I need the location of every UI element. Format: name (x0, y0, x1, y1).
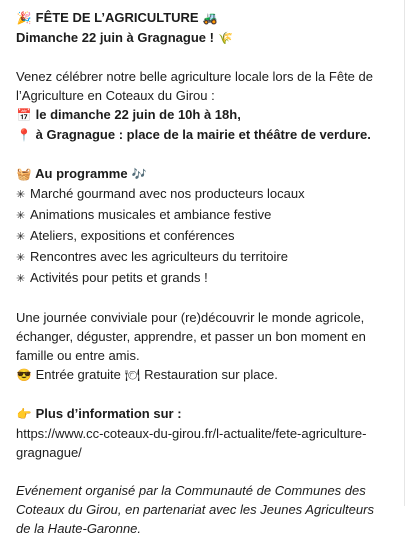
list-item (16, 268, 394, 289)
bullet-icon: ✳ (16, 273, 26, 285)
programme-item: Marché gourmand avec nos producteurs locaux (30, 186, 305, 201)
list-item (16, 247, 394, 268)
event-title: FÊTE DE L’AGRICULTURE (35, 10, 199, 25)
event-title-line (16, 8, 394, 28)
programme-item: Activités pour petits et grands ! (30, 270, 208, 285)
programme-item: Animations musicales et ambiance festive (30, 207, 272, 222)
bullet-icon: ✳ (16, 210, 26, 222)
list-item (16, 226, 394, 247)
programme-item: Rencontres avec les agriculteurs du territoire (30, 249, 288, 264)
entree-line (16, 365, 394, 385)
info-link-line-2[interactable]: gragnague/ (16, 445, 82, 460)
restauration-text: Restauration sur place. (144, 367, 278, 382)
pointing-hand-icon: 👉 (16, 407, 32, 421)
bullet-icon: ✳ (16, 189, 26, 201)
sunglasses-icon: 😎 (16, 368, 32, 382)
info-link-line-1[interactable]: https://www.cc-coteaux-du-girou.fr/l-actualite/fete-agriculture- (16, 426, 367, 441)
event-date: le dimanche 22 juin de 10h à 18h, (35, 107, 241, 122)
list-item (16, 184, 394, 205)
footer-line-1: Evénement organisé par la Communauté de Communes des (16, 483, 366, 498)
intro-line-1: Venez célébrer notre belle agriculture locale lors de la Fête de (16, 69, 373, 84)
event-subtitle-line (16, 28, 394, 48)
footer-line-3: de la Haute-Garonne. (16, 521, 142, 536)
intro-line-2: l’Agriculture en Coteaux du Girou : (16, 88, 215, 103)
tractor-icon: 🚜 (202, 11, 218, 25)
conviviale-line-3: famille ou entre amis. (16, 348, 140, 363)
conviviale-line-2: échanger, déguster, apprendre, et passer un bon moment en (16, 329, 366, 344)
date-line (16, 105, 394, 125)
calendar-icon: 📅 (16, 108, 32, 122)
programme-heading: Au programme (35, 166, 128, 181)
basket-icon: 🧺 (16, 167, 32, 181)
wheat-icon: 🌾 (218, 31, 234, 45)
party-popper-icon: 🎉 (16, 11, 32, 25)
entree-text: Entrée gratuite (35, 367, 121, 382)
programme-item: Ateliers, expositions et conférences (30, 228, 235, 243)
programme-heading-line (16, 164, 394, 184)
list-item (16, 205, 394, 226)
place-line (16, 125, 394, 145)
bullet-icon: ✳ (16, 231, 26, 243)
footer-line-2: Coteaux du Girou, en partenariat avec les Jeunes Agriculteurs (16, 502, 374, 517)
plate-icon: 🍽 (124, 368, 141, 382)
event-place: à Gragnague : place de la mairie et théâtre de verdure. (35, 127, 371, 142)
music-notes-icon: 🎶 (131, 167, 147, 181)
info-heading: Plus d’information sur : (35, 406, 182, 421)
info-heading-line (16, 404, 394, 424)
bullet-icon: ✳ (16, 252, 26, 264)
pin-icon: 📍 (16, 128, 32, 142)
conviviale-line-1: Une journée conviviale pour (re)découvrir le monde agricole, (16, 310, 365, 325)
event-subtitle: Dimanche 22 juin à Gragnague ! (16, 30, 214, 45)
